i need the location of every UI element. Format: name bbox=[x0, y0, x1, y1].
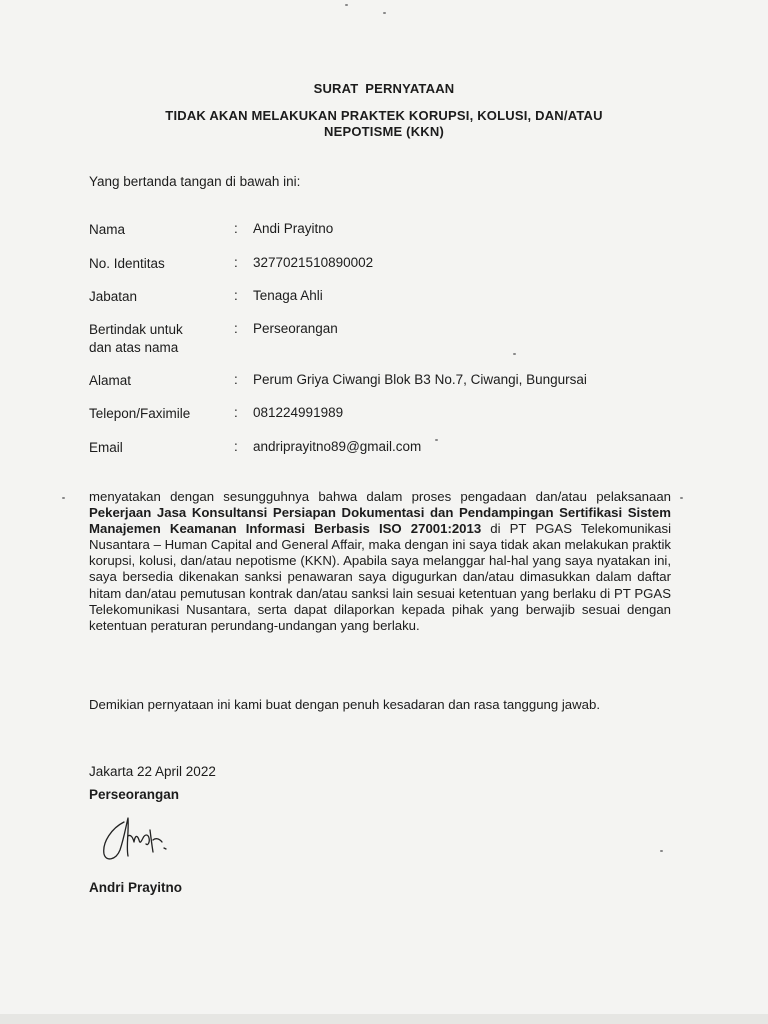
letter-title: SURAT PERNYATAAN bbox=[313, 81, 455, 96]
statement-project-name: Pekerjaan Jasa Konsultansi Persiapan Dokumentasi dan Pendampingan Sertifikasi Sistem Manajemen Keamanan Informasi Berbasis ISO 27001:2013 bbox=[89, 505, 671, 537]
field-colon: : bbox=[234, 405, 238, 420]
field-value: andriprayitno89@gmail.com bbox=[253, 439, 422, 454]
signer-role: Perseorangan bbox=[89, 787, 180, 802]
field-value: Tenaga Ahli bbox=[253, 288, 323, 303]
field-colon: : bbox=[234, 221, 238, 236]
field-colon: : bbox=[234, 255, 238, 270]
scan-speck bbox=[383, 12, 386, 14]
field-label: Nama bbox=[89, 222, 126, 237]
field-label: Alamat bbox=[89, 373, 132, 388]
signer-name: Andri Prayitno bbox=[89, 880, 183, 895]
field-label: Telepon/Faximile bbox=[89, 406, 191, 421]
field-value: 3277021510890002 bbox=[253, 255, 374, 270]
field-value: Perseorangan bbox=[253, 321, 338, 336]
place-date: Jakarta 22 April 2022 bbox=[89, 764, 216, 779]
field-value: Perum Griya Ciwangi Blok B3 No.7, Ciwangi, Bungursai bbox=[253, 372, 587, 387]
field-label: No. Identitas bbox=[89, 256, 165, 271]
field-colon: : bbox=[234, 321, 238, 336]
field-label: Bertindak untuk dan atas nama bbox=[89, 322, 183, 355]
statement-paragraph bbox=[89, 489, 671, 634]
scan-speck bbox=[345, 4, 348, 6]
field-label: Email bbox=[89, 440, 123, 455]
field-colon: : bbox=[234, 439, 238, 454]
closing-paragraph: Demikian pernyataan ini kami buat dengan penuh kesadaran dan rasa tanggung jawab. bbox=[89, 697, 601, 712]
scan-speck bbox=[680, 497, 683, 499]
field-colon: : bbox=[234, 288, 238, 303]
scan-bottom-edge bbox=[0, 1014, 768, 1024]
statement-text-part3: di PT PGAS Telekomunikasi Nusantara – Human Capital and General Affair, maka dengan ini saya tidak akan melakukan praktik korupsi, kolusi, dan/atau nepotisme (KKN). Apabila saya melanggar hal-hal yang saya nyatakan ini, saya bersedia dikenakan sanksi penawaran saya digugurkan dan/atau dimasukkan dalam daftar hitam dan/atau pemutusan kontrak dan/atau sanksi lain sesuai ketentuan yang berlaku di PT PGAS Telekomunikasi Nusantara, serta dapat dilaporkan kepada pihak yang berwajib sesuai dengan ketentuan peraturan perundang-undangan yang berlaku. bbox=[89, 521, 672, 633]
field-value: Andi Prayitno bbox=[253, 221, 334, 236]
field-colon: : bbox=[234, 372, 238, 387]
intro-text: Yang bertanda tangan di bawah ini: bbox=[89, 174, 301, 189]
handwritten-signature bbox=[98, 812, 188, 866]
letter-subtitle-line1: TIDAK AKAN MELAKUKAN PRAKTEK KORUPSI, KOLUSI, DAN/ATAU bbox=[165, 108, 603, 123]
field-label: Jabatan bbox=[89, 289, 138, 304]
scan-speck bbox=[660, 850, 663, 852]
field-value: 081224991989 bbox=[253, 405, 344, 420]
statement-text-part1: menyatakan dengan sesungguhnya bahwa dalam proses pengadaan dan/atau pelaksanaan bbox=[89, 489, 671, 504]
scan-speck bbox=[435, 439, 438, 441]
scan-speck bbox=[513, 353, 516, 355]
scan-speck bbox=[62, 497, 65, 499]
letter-subtitle-line2: NEPOTISME (KKN) bbox=[324, 124, 444, 139]
